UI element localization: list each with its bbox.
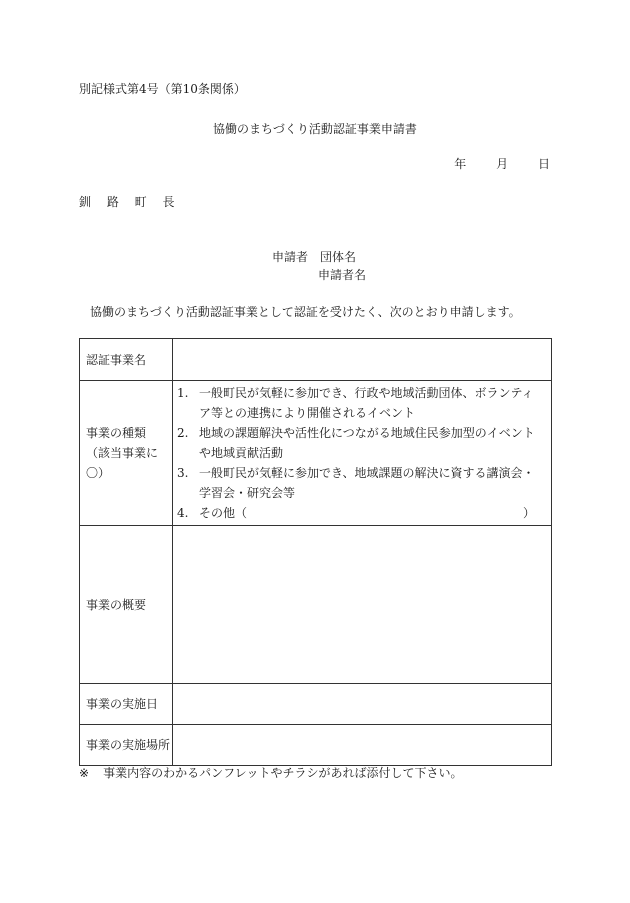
document-title: 協働のまちづくり活動認証事業申請書 (213, 122, 417, 136)
type-option-3-text: 一般町民が気軽に参加でき、地域課題の解決に資する講演会・学習会・研究会等 (199, 466, 535, 500)
applicant-name-label: 申請者名 (318, 268, 367, 282)
date-year-label: 年 (454, 157, 467, 171)
date-month-label: 月 (496, 157, 509, 171)
project-date-field[interactable] (173, 684, 552, 725)
project-type-options (173, 381, 552, 526)
type-option-3[interactable] (177, 463, 545, 503)
project-place-label: 事業の実施場所 (80, 725, 173, 766)
org-name-label: 団体名 (320, 250, 357, 264)
footnote (79, 764, 462, 781)
note-mark: ※ (79, 766, 90, 780)
project-place-field[interactable] (173, 725, 552, 766)
application-statement: 協働のまちづくり活動認証事業として認証を受けたく、次のとおり申請します。 (90, 305, 521, 319)
project-summary-field[interactable] (173, 526, 552, 684)
application-form-table (79, 338, 552, 766)
type-option-4-number: 4. (177, 506, 189, 520)
type-option-1-number: 1. (177, 386, 189, 400)
project-date-row (80, 684, 552, 725)
type-option-1[interactable] (177, 383, 545, 423)
form-reference: 別記様式第4号（第10条関係） (79, 82, 246, 96)
project-place-row (80, 725, 552, 766)
project-type-row (80, 381, 552, 526)
type-option-2[interactable] (177, 423, 545, 463)
project-name-field[interactable] (173, 339, 552, 381)
date-line (428, 155, 550, 172)
project-date-label: 事業の実施日 (80, 684, 173, 725)
type-option-4[interactable] (177, 503, 545, 523)
project-type-label (80, 381, 173, 526)
other-open-label: その他（ (199, 506, 248, 520)
project-type-label-line2: （該当事業に〇） (86, 446, 159, 480)
type-option-other[interactable] (199, 503, 545, 523)
addressee: 釧 路 町 長 (79, 195, 181, 209)
other-close-paren: ） (522, 506, 535, 520)
type-option-2-text: 地域の課題解決や活性化につながる地域住民参加型のイベントや地域貢献活動 (199, 426, 535, 460)
type-option-3-number: 3. (177, 466, 189, 480)
note-text: 事業内容のわかるパンフレットやチラシがあれば添付して下さい。 (103, 766, 463, 780)
applicant-org-line (272, 248, 356, 265)
type-option-1-text: 一般町民が気軽に参加でき、行政や地域活動団体、ボランティア等との連携により開催されるイベント (199, 386, 534, 420)
project-type-label-line1: 事業の種類 (86, 426, 147, 440)
project-name-label: 認証事業名 (80, 339, 173, 381)
project-summary-label: 事業の概要 (80, 526, 173, 684)
type-option-2-number: 2. (177, 426, 189, 440)
project-name-row (80, 339, 552, 381)
applicant-label: 申請者 (272, 250, 309, 264)
project-summary-row (80, 526, 552, 684)
date-day-label: 日 (537, 157, 550, 171)
